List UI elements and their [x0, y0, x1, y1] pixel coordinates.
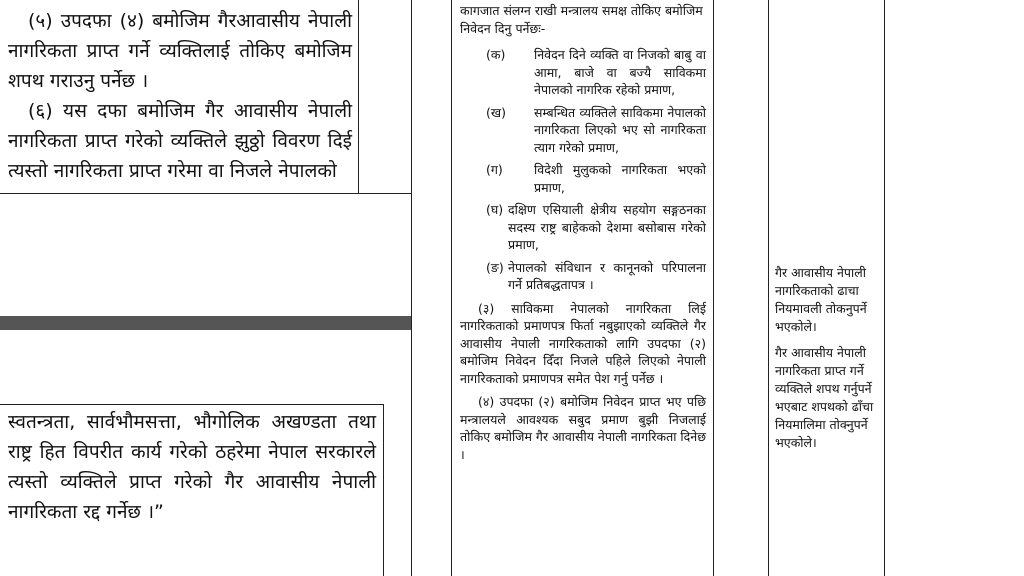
- item-text: सम्बन्धित व्यक्तिले साविकमा नेपालको नागरिकता लिएको भए सो नागरिकता त्याग गरेको प्रमाण,: [534, 104, 706, 155]
- right-notes: [775, 264, 880, 460]
- item-marker: (ख): [486, 104, 506, 120]
- item-text: निवेदन दिने व्यक्ति वा निजको बाबु वा आमा, बाजे वा बज्यै साविकमा नेपालको नागरिक रहेको प्रमाण,: [534, 47, 706, 97]
- left-top-inner-vline: [358, 0, 359, 193]
- item-marker: (क): [486, 47, 506, 62]
- middle-text: [460, 2, 706, 463]
- item-marker: (ङ): [486, 259, 504, 275]
- list-item: [486, 161, 706, 196]
- left-bottom-text: [8, 407, 376, 527]
- clause-5: (५) उपदफा (४) बमोजिम गैरआवासीय नेपाली नागरिकता प्राप्त गर्ने व्यक्तिलाई तोकिए बमोजिम शपथ गराउनु पर्नेछ ।: [8, 10, 352, 92]
- left-bottom-top-border: [0, 404, 384, 405]
- requirements-list: [486, 46, 706, 294]
- right-col-left-border: [768, 0, 769, 576]
- item-marker: (घ): [486, 202, 504, 217]
- left-bottom-inner-vline: [383, 404, 384, 576]
- item-marker: (ग): [486, 162, 503, 177]
- left-top-divider: [0, 193, 412, 194]
- intro-text: कागजात संलग्न राखी मन्त्रालय समक्ष तोकिए बमोजिम निवेदन दिनु पर्नेछः-: [460, 3, 703, 36]
- middle-right-border: [713, 0, 714, 576]
- item-text: नेपालको संविधान र कानूनको परिपालना गर्ने प्रतिबद्धतापत्र ।: [508, 259, 706, 292]
- remark-1: गैर आवासीय नेपाली नागरिकताको ढाचा नियमावली तोकनुपर्ने भएकोले।: [775, 265, 867, 334]
- left-col-right-border: [411, 0, 412, 576]
- right-col-right-border: [884, 0, 885, 576]
- middle-left-border: [451, 0, 452, 576]
- list-item: [486, 46, 706, 99]
- list-item: [486, 201, 706, 254]
- clause-6: (६) यस दफा बमोजिम गैर आवासीय नेपाली नागरिकता प्राप्त गरेको व्यक्तिले झुठ्ठो विवरण दिई त्यस्तो नागरिकता प्राप्त गरेमा वा निजले नेपालको: [8, 100, 352, 182]
- page-break-band: [0, 316, 411, 330]
- clause-3: (३) साविकमा नेपालको नागरिकता लिई नागरिकताको प्रमाणपत्र फिर्ता नबुझाएको व्यक्तिले गैर आवासीय नेपाली नागरिकताको लागि उपदफा (२) बमोजिम निवेदन दिँदा निजले पहिले लिएको नेपाली नागरिकताको प्रमाणपत्र समेत पेश गर्नु पर्नेछ ।: [460, 300, 706, 386]
- remark-2: गैर आवासीय नेपाली नागरिकता प्राप्त गर्ने व्यक्तिले शपथ गर्नुपर्ने भएबाट शपथको ढाँचा नियमालिमा तोक्नुपर्ने भएकोले।: [775, 345, 874, 450]
- left-top-text: [8, 6, 352, 186]
- list-item: [486, 259, 706, 294]
- item-text: विदेशी मुलुकको नागरिकता भएको प्रमाण,: [534, 162, 706, 195]
- clause-6-continued: स्वतन्त्रता, सार्वभौमसत्ता, भौगोलिक अखण्डता तथा राष्ट्र हित विपरीत कार्य गरेको ठहरेमा नेपाल सरकारले त्यस्तो व्यक्तिले प्राप्त गरेको गैर आवासीय नेपाली नागरिकता रद्द गर्नेछ ।”: [8, 411, 376, 523]
- clause-4: (४) उपदफा (२) बमोजिम निवेदन प्राप्त भए पछि मन्त्रालयले आवश्यक सबुद प्रमाण बुझी निजलाई तोकिए बमोजिम गैर आवासीय नेपाली नागरिकता दिनेछ ।: [460, 394, 706, 462]
- item-text: दक्षिण एसियाली क्षेत्रीय सहयोग सङ्गठनका सदस्य राष्ट्र बाहेकको देशमा बसोबास गरेको प्रमाण,: [508, 202, 706, 252]
- list-item: [486, 104, 706, 157]
